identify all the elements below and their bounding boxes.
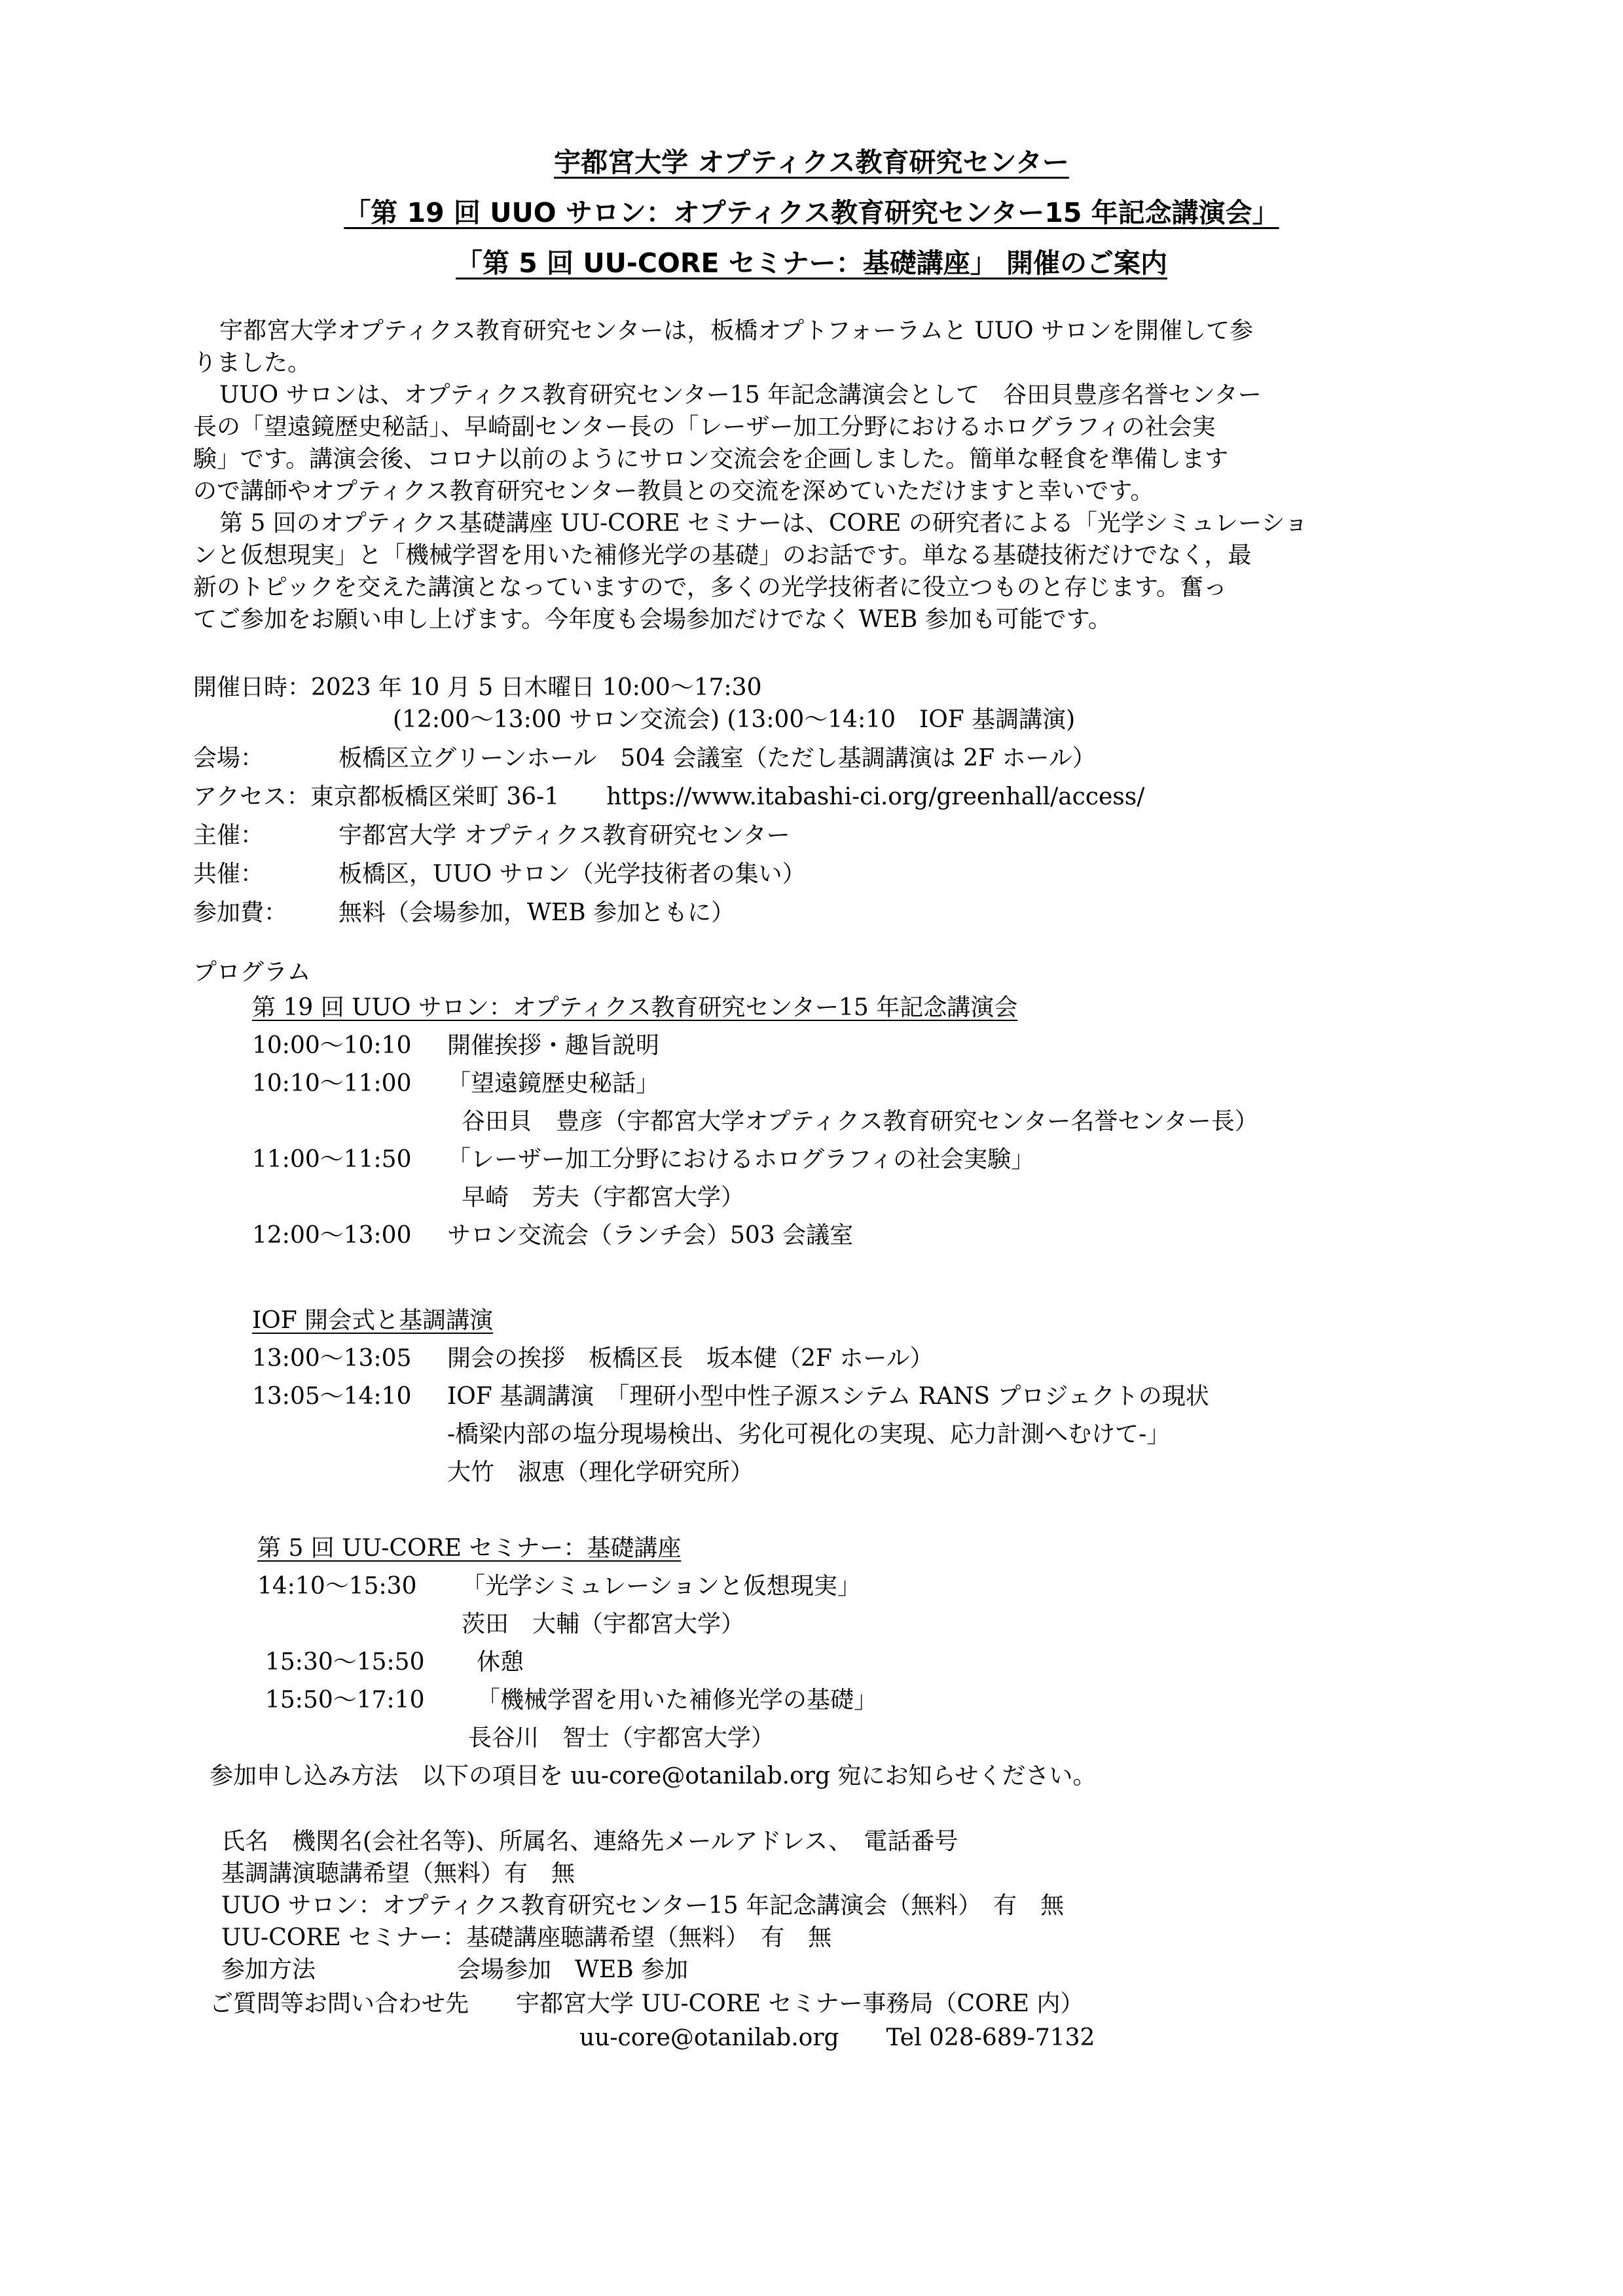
intro-line: 験」です。講演会後、コロナ以前のようにサロン交流会を企画しました。簡単な軽食を準備します	[193, 446, 1229, 473]
program-label: プログラム	[193, 959, 311, 986]
event-cohost	[193, 863, 806, 886]
title-line-1: 宇都宮大学 オプティクス教育研究センター	[554, 147, 1069, 178]
cohost-label: 共催：	[193, 861, 264, 888]
event-fee	[193, 901, 735, 925]
fee-value: 無料（会場参加，WEB 参加ともに）	[338, 899, 735, 926]
registration-item: UUO サロン：オプティクス教育研究センター15 年記念講演会（無料） 有 無	[221, 1892, 1065, 1919]
cohost-value: 板橋区，UUO サロン（光学技術者の集い）	[338, 861, 806, 888]
schedule-time: 15:50～17:10	[265, 1687, 425, 1713]
session-heading: 第 5 回 UU-CORE セミナー：基礎講座	[257, 1535, 682, 1562]
event-host	[193, 824, 790, 848]
intro-line: 第 5 回のオプティクス基礎講座 UU-CORE セミナーは、CORE の研究者による「光学シミュレーショ	[219, 510, 1308, 537]
session-heading: 第 19 回 UUO サロン：オプティクス教育研究センター15 年記念講演会	[252, 994, 1018, 1021]
schedule-item: 開催挨拶・趣旨説明	[447, 1032, 660, 1059]
intro-line: りました。	[193, 350, 312, 376]
schedule-item: 「望遠鏡歴史秘話」	[447, 1070, 660, 1097]
event-access	[193, 785, 1144, 809]
fee-label: 参加費：	[193, 899, 288, 926]
access-label: アクセス：	[193, 783, 310, 810]
title-line-2: 「第 19 回 UUO サロン：オプティクス教育研究センター15 年記念講演会」	[344, 197, 1279, 228]
schedule-item: 「光学シミュレーションと仮想現実」	[462, 1573, 861, 1600]
registration-item: 氏名 機関名(会社名等)、所属名、連絡先メールアドレス、 電話番号	[221, 1828, 958, 1855]
event-datetime: 開催日時：2023 年 10 月 5 日木曜日 10:00～17:30	[193, 674, 762, 701]
schedule-item: 開会の挨拶 板橋区長 坂本健（2F ホール）	[447, 1345, 934, 1372]
contact-line: ご質問等お問い合わせ先 宇都宮大学 UU-CORE セミナー事務局（CORE 内）	[210, 1990, 1084, 2017]
schedule-item: IOF 基調講演 「理研小型中性子源スシテム RANS プロジェクトの現状	[447, 1383, 1209, 1410]
intro-line: 長の「望遠鏡歴史秘話」、早崎副センター長の「レーザー加工分野におけるホログラフィの社会実	[193, 414, 1216, 440]
access-value: 東京都板橋区栄町 36-1 https://www.itabashi-ci.org/greenhall/access/	[310, 783, 1145, 810]
schedule-speaker: 早崎 芳夫（宇都宮大学）	[462, 1184, 745, 1211]
contact-details: uu-core@otanilab.org Tel 028-689-7132	[579, 2024, 1095, 2051]
schedule-speaker: 長谷川 智士（宇都宮大学）	[468, 1725, 775, 1751]
registration-item: UU-CORE セミナー：基礎講座聴講希望（無料） 有 無	[221, 1924, 832, 1951]
session-heading: IOF 開会式と基調講演	[252, 1307, 494, 1334]
schedule-time: 10:10～11:00	[252, 1070, 412, 1097]
schedule-time: 13:00～13:05	[252, 1345, 412, 1372]
registration-intro: 参加申し込み方法 以下の項目を uu-core@otanilab.org 宛にお知らせください。	[210, 1763, 1097, 1789]
schedule-item: 「機械学習を用いた補修光学の基礎」	[477, 1687, 878, 1713]
event-venue	[193, 747, 1096, 770]
schedule-time: 10:00～10:10	[252, 1032, 412, 1059]
venue-value: 板橋区立グリーンホール 504 会議室（ただし基調講演は 2F ホール）	[338, 745, 1096, 772]
schedule-speaker: 大竹 淑恵（理化学研究所）	[447, 1459, 754, 1486]
host-label: 主催：	[193, 822, 264, 849]
registration-item: 基調講演聴講希望（無料）有 無	[221, 1860, 575, 1887]
schedule-speaker: 茨田 大輔（宇都宮大学）	[462, 1611, 745, 1638]
schedule-time: 12:00～13:00	[252, 1222, 412, 1249]
schedule-item: サロン交流会（ランチ会）503 会議室	[447, 1222, 854, 1249]
schedule-time: 14:10～15:30	[257, 1573, 417, 1600]
intro-line: 宇都宮大学オプティクス教育研究センターは，板橋オプトフォーラムと UUO サロンを開催して参	[219, 317, 1254, 344]
schedule-time: 11:00～11:50	[252, 1146, 412, 1173]
intro-line: 新のトピックを交えた講演となっていますので，多くの光学技術者に役立つものと存じます。奮っ	[193, 574, 1227, 601]
intro-line: てご参加をお願い申し上げます。今年度も会場参加だけでなく WEB 参加も可能です。	[193, 606, 1112, 633]
schedule-time: 15:30～15:50	[265, 1649, 425, 1676]
schedule-time: 13:05～14:10	[252, 1383, 412, 1410]
intro-line: ンと仮想現実」と「機械学習を用いた補修光学の基礎」のお話です。単なる基礎技術だけでなく，最	[193, 542, 1252, 569]
event-datetime-sub: (12:00～13:00 サロン交流会) (13:00～14:10 IOF 基調講演)	[393, 706, 1076, 733]
host-value: 宇都宮大学 オプティクス教育研究センター	[338, 822, 790, 849]
schedule-item: 「レーザー加工分野におけるホログラフィの社会実験」	[447, 1146, 1035, 1173]
intro-line: ので講師やオプティクス教育研究センター教員との交流を深めていただけますと幸いです。	[193, 478, 1154, 505]
schedule-item: 休憩	[477, 1649, 524, 1676]
registration-item: 参加方法 会場参加 WEB 参加	[221, 1956, 689, 1983]
intro-line: UUO サロンは、オプティクス教育研究センター15 年記念講演会として 谷田貝豊彦名誉センター	[219, 382, 1262, 408]
schedule-item: -橋梁内部の塩分現場検出、劣化可視化の実現、応力計測へむけて-」	[447, 1421, 1171, 1448]
schedule-speaker: 谷田貝 豊彦（宇都宮大学オプティクス教育研究センター名誉センター長）	[462, 1108, 1258, 1135]
venue-label: 会場：	[193, 745, 264, 772]
title-line-3: 「第 5 回 UU-CORE セミナー：基礎講座」 開催のご案内	[455, 247, 1168, 279]
